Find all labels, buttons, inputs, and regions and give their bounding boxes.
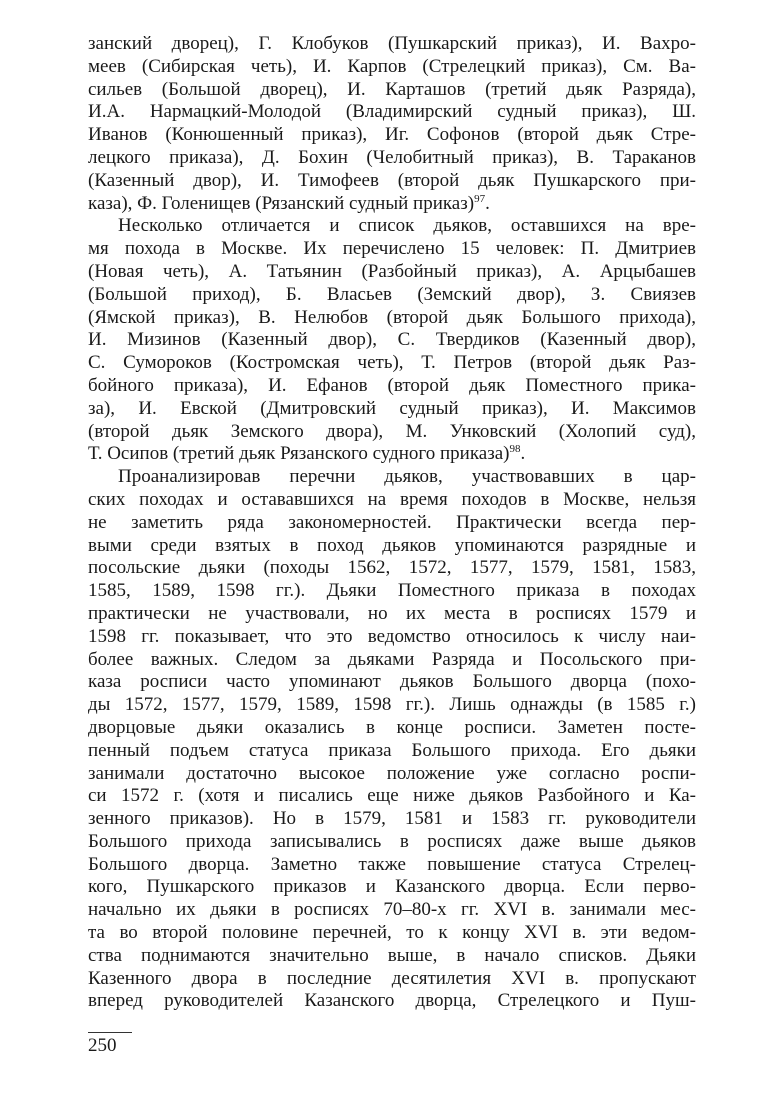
text-line [88, 831, 696, 854]
text-line [88, 421, 696, 444]
text-line [88, 785, 696, 808]
text-line [88, 603, 696, 626]
text-line [88, 899, 696, 922]
line-text: не заметить ряда закономерностей. Практически всегда пер- [88, 511, 696, 533]
line-text: начально их дьяки в росписях 70–80-х гг. XVI в. занимали мес- [88, 899, 696, 921]
body-text [88, 33, 696, 1013]
line-text: зенного приказов). Но в 1579, 1581 и 1583 гг. руководители [88, 808, 696, 830]
text-line [88, 694, 696, 717]
text-line [88, 763, 696, 786]
line-text-end: . [485, 192, 490, 214]
text-line [88, 170, 696, 193]
line-text: Казенного двора в последние десятилетия XVI в. пропускают [88, 967, 696, 989]
line-text: Несколько отличается и список дьяков, оставшихся на вре- [118, 215, 696, 237]
line-text: (Большой приход), Б. Власьев (Земский двор), З. Свиязев [88, 283, 696, 305]
text-line [88, 124, 696, 147]
line-text: более важных. Следом за дьяками Разряда и Посольского при- [88, 648, 696, 670]
line-text: практически не участвовали, но их места в росписях 1579 и [88, 602, 696, 624]
text-line [88, 945, 696, 968]
text-line [88, 717, 696, 740]
line-text-end: . [520, 443, 526, 465]
text-line [88, 443, 696, 466]
text-line [88, 649, 696, 672]
line-text: Т. Осипов (третий дьяк Рязанского судного приказа) [88, 443, 510, 465]
text-line [88, 352, 696, 375]
text-line [88, 580, 696, 603]
text-line [88, 990, 696, 1013]
text-line [88, 922, 696, 945]
text-line [88, 375, 696, 398]
line-text: Иванов (Конюшенный приказ), Иг. Софонов (второй дьяк Стре- [88, 124, 696, 146]
line-text: (Казенный двор), И. Тимофеев (второй дьяк Пушкарского при- [88, 169, 696, 191]
text-line [88, 398, 696, 421]
line-text: каза), Ф. Голенищев (Рязанский судный приказ) [88, 192, 475, 214]
text-line [88, 79, 696, 102]
paragraph [88, 215, 696, 466]
text-line [88, 193, 696, 216]
text-line [88, 489, 696, 512]
line-text: И. Мизинов (Казенный двор), С. Твердиков (Казенный двор), [88, 329, 696, 351]
text-line [88, 238, 696, 261]
text-line [88, 626, 696, 649]
text-line [88, 808, 696, 831]
text-line [88, 466, 696, 489]
text-line [88, 740, 696, 763]
text-line [88, 535, 696, 558]
line-text: занимали достаточно высокое положение уже согласно роспи- [88, 762, 696, 784]
line-text: сильев (Большой дворец), И. Карташов (третий дьяк Разряда), [88, 78, 696, 100]
text-line [88, 33, 696, 56]
footnote-marker[interactable]: 97 [474, 192, 486, 205]
text-line [88, 284, 696, 307]
footer-rule [88, 1032, 132, 1033]
line-text: бойного приказа), И. Ефанов (второй дьяк Поместного прика- [88, 374, 696, 396]
line-text: ства поднимаются значительно выше, в начало списков. Дьяки [88, 944, 696, 966]
paragraph [88, 466, 696, 1013]
text-line [88, 557, 696, 580]
text-line [88, 329, 696, 352]
line-text: за), И. Евской (Дмитровский судный приказ), И. Максимов [88, 397, 696, 419]
line-text: (второй дьяк Земского двора), М. Унковский (Холопий суд), [88, 420, 696, 442]
text-line [88, 261, 696, 284]
line-text: ских походах и остававшихся на время походов в Москве, нельзя [88, 488, 696, 510]
line-text: Большого дворца. Заметно также повышение статуса Стрелец- [88, 853, 696, 875]
text-line [88, 512, 696, 535]
text-line [88, 307, 696, 330]
text-line [88, 671, 696, 694]
text-line [88, 101, 696, 124]
line-text: С. Сумороков (Костромская четь), Т. Петров (второй дьяк Раз- [88, 352, 696, 374]
text-line [88, 876, 696, 899]
line-text: меев (Сибирская четь), И. Карпов (Стрелецкий приказ), См. Ва- [88, 55, 696, 77]
line-text: Проанализировав перечни дьяков, участвовавших в цар- [118, 466, 696, 488]
line-text: Большого прихода записывались в росписях даже выше дьяков [88, 830, 696, 852]
line-text: 1598 гг. показывает, что это ведомство относилось к числу наи- [88, 625, 696, 647]
line-text: пенный подъем статуса приказа Большого прихода. Его дьяки [88, 739, 696, 761]
line-text: дворцовые дьяки оказались в конце росписи. Заметен посте- [88, 716, 696, 738]
line-text: 1585, 1589, 1598 гг.). Дьяки Поместного приказа в походах [88, 580, 696, 602]
footnote-marker[interactable]: 98 [509, 443, 521, 456]
line-text: (Новая четь), А. Татьянин (Разбойный приказ), А. Арцыбашев [88, 260, 696, 282]
line-text: та во второй половине перечней, то к концу XVI в. эти ведом- [88, 922, 696, 944]
line-text: лецкого приказа), Д. Бохин (Челобитный приказ), В. Тараканов [88, 146, 696, 168]
line-text: посольские дьяки (походы 1562, 1572, 1577, 1579, 1581, 1583, [88, 557, 696, 579]
page-number: 250 [88, 1035, 117, 1056]
line-text: И.А. Нармацкий-Молодой (Владимирский судный приказ), Ш. [88, 101, 696, 123]
line-text: вперед руководителей Казанского дворца, Стрелецкого и Пуш- [88, 990, 696, 1012]
line-text: мя похода в Москве. Их перечислено 15 человек: П. Дмитриев [88, 238, 696, 260]
line-text: си 1572 г. (хотя и писались еще ниже дьяков Разбойного и Ка- [88, 785, 696, 807]
text-line [88, 968, 696, 991]
text-line [88, 854, 696, 877]
text-line [88, 147, 696, 170]
line-text: выми среди взятых в поход дьяков упоминаются разрядные и [88, 534, 696, 556]
paragraph [88, 33, 696, 215]
text-line [88, 56, 696, 79]
line-text: каза росписи часто упоминают дьяков Большого дворца (похо- [88, 671, 696, 693]
line-text: (Ямской приказ), В. Нелюбов (второй дьяк Большого прихода), [88, 306, 696, 328]
line-text: кого, Пушкарского приказов и Казанского дворца. Если перво- [88, 876, 696, 898]
text-line [88, 215, 696, 238]
line-text: ды 1572, 1577, 1579, 1589, 1598 гг.). Лишь однажды (в 1585 г.) [88, 694, 696, 716]
line-text: занский дворец), Г. Клобуков (Пушкарский приказ), И. Вахро- [88, 33, 696, 54]
